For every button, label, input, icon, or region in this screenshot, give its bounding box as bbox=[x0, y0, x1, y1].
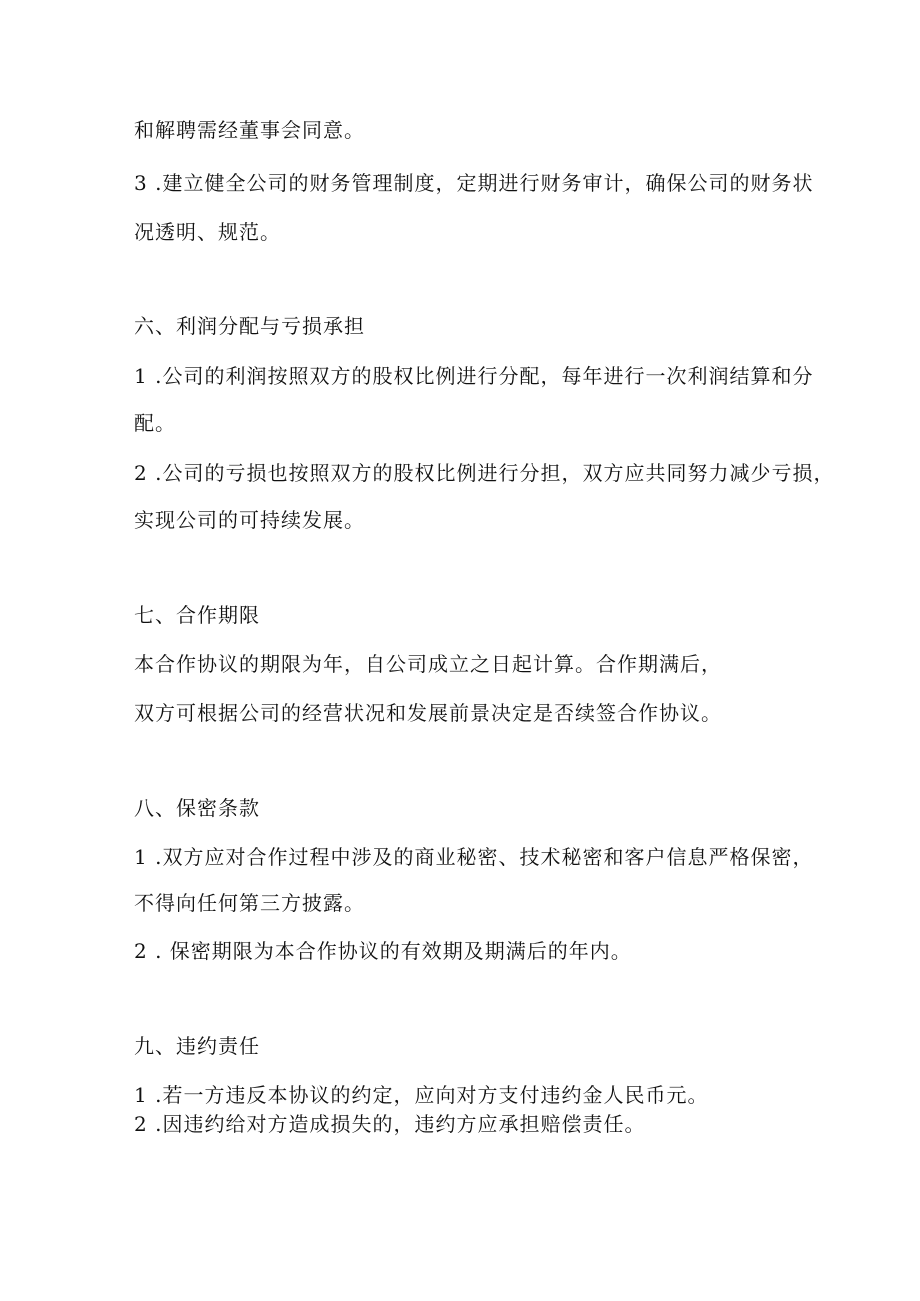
text-line: 双方可根据公司的经营状况和发展前景决定是否续签合作协议。 bbox=[134, 701, 722, 725]
section-heading: 九、违约责任 bbox=[134, 1034, 260, 1058]
text-line: 1 .若一方违反本协议的约定，应向对方支付违约金人民币元。 bbox=[134, 1083, 709, 1107]
text-line: 和解聘需经董事会同意。 bbox=[134, 118, 365, 142]
text-line: 配。 bbox=[134, 411, 176, 435]
section-heading: 八、保密条款 bbox=[134, 796, 260, 820]
text-line: 本合作协议的期限为年，自公司成立之日起计算。合作期满后， bbox=[134, 652, 722, 676]
text-line: 实现公司的可持续发展。 bbox=[134, 508, 365, 532]
text-line: 3 .建立健全公司的财务管理制度，定期进行财务审计，确保公司的财务状 bbox=[134, 171, 814, 195]
text-line: 2 .公司的亏损也按照双方的股权比例进行分担，双方应共同努力减少亏损， bbox=[134, 461, 835, 485]
section-heading: 六、利润分配与亏损承担 bbox=[134, 314, 365, 338]
text-line: 不得向任何第三方披露。 bbox=[134, 891, 365, 915]
text-line: 2 . 保密期限为本合作协议的有效期及期满后的年内。 bbox=[134, 939, 632, 963]
text-line: 1 .双方应对合作过程中涉及的商业秘密、技术秘密和客户信息严格保密， bbox=[134, 845, 814, 869]
text-line: 1 .公司的利润按照双方的股权比例进行分配，每年进行一次利润结算和分 bbox=[134, 364, 814, 388]
section-heading: 七、合作期限 bbox=[134, 603, 260, 627]
text-line: 况透明、规范。 bbox=[134, 220, 281, 244]
text-line: 2 .因违约给对方造成损失的，违约方应承担赔偿责任。 bbox=[134, 1112, 646, 1136]
